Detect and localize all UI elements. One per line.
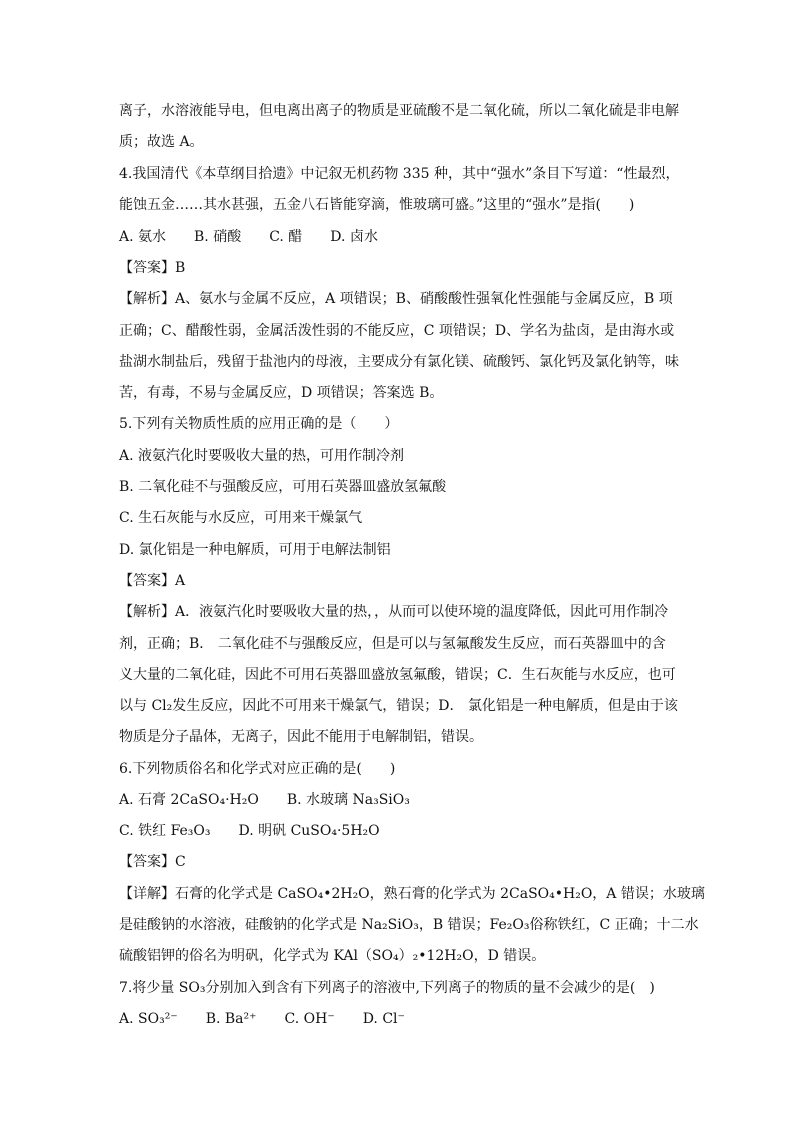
question-4-analysis: 苦，有毒，不易与金属反应，D 项错误；答案选 B。: [119, 385, 444, 401]
question-4-analysis: 盐湖水制盐后，残留于盐池内的母液，主要成分有氯化镁、硫酸钙、氯化钙及氯化钠等，味: [119, 354, 679, 370]
question-6-stem: 6.下列物质俗名和化学式对应正确的是( ): [119, 761, 396, 777]
question-7-stem: 7.将少量 SO₃分别加入到含有下列离子的溶液中,下列离子的物质的量不会减少的是( ): [119, 980, 655, 996]
text-line: 质；故选 A。: [119, 134, 204, 150]
question-4-stem: 能蚀五金……其水甚强，五金八石皆能穿滴，惟玻璃可盛。”这里的“强水”是指( ): [119, 197, 635, 213]
question-5-option-a: A. 液氨汽化时要吸收大量的热，可用作制冷剂: [119, 448, 405, 464]
question-5-stem: 5.下列有关物质性质的应用正确的是（ ）: [119, 416, 399, 432]
question-6-detail: 是硅酸钠的水溶液，硅酸钠的化学式是 Na₂SiO₃，B 错误；Fe₂O₃俗称铁红，C 正确；十二水: [119, 917, 699, 933]
question-5-option-c: C. 生石灰能与水反应，可用来干燥氯气: [119, 510, 363, 526]
question-4-stem: 4.我国清代《本草纲目拾遗》中记叙无机药物 335 种，其中“强水”条目下写道：“性最烈，: [119, 166, 680, 182]
question-6-detail: 硫酸铝钾的俗名为明矾，化学式为 KAl（SO₄）₂•12H₂O，D 错误。: [119, 948, 546, 964]
question-6-options: C. 铁红 Fe₃O₃ D. 明矾 CuSO₄·5H₂O: [119, 823, 380, 839]
question-7-options: A. SO₃²⁻ B. Ba²⁺ C. OH⁻ D. Cl⁻: [119, 1011, 405, 1027]
question-5-analysis: 物质是分子晶体，无离子，因此不能用于电解制铝，错误。: [119, 729, 483, 745]
question-5-analysis: 剂，正确；B． 二氧化硅不与强酸反应，但是可以与氢氟酸发生反应，而石英器皿中的含: [119, 636, 666, 652]
question-5-option-b: B. 二氧化硅不与强酸反应，可用石英器皿盛放氢氟酸: [119, 479, 447, 495]
question-4-options: A. 氨水 B. 硝酸 C. 醋 D. 卤水: [119, 229, 378, 245]
question-4-answer: 【答案】B: [119, 260, 186, 276]
question-5-analysis: 义大量的二氧化硅，因此不可用石英器皿盛放氢氟酸，错误；C．生石灰能与水反应，也可: [119, 667, 676, 683]
question-6-detail: 【详解】石膏的化学式是 CaSO₄•2H₂O，熟石膏的化学式为 2CaSO₄•H₂O，A 错误；水玻璃: [119, 886, 705, 902]
text-line: 离子，水溶液能导电，但电离出离子的物质是亚硫酸不是二氧化硫，所以二氧化硫是非电解: [119, 103, 679, 119]
question-4-analysis: 正确；C、醋酸性弱，金属活泼性弱的不能反应，C 项错误；D、学名为盐卤，是由海水或: [119, 323, 675, 339]
question-5-option-d: D. 氯化铝是一种电解质，可用于电解法制铝: [119, 542, 391, 558]
question-5-analysis: 以与 Cl₂发生反应，因此不可用来干燥氯气，错误；D． 氯化铝是一种电解质，但是由于该: [119, 698, 678, 714]
question-6-answer: 【答案】C: [119, 854, 186, 870]
question-6-options: A. 石膏 2CaSO₄·H₂O B. 水玻璃 Na₃SiO₃: [119, 792, 410, 808]
question-5-analysis: 【解析】A．液氨汽化时要吸收大量的热，，从而可以使环境的温度降低，因此可用作制冷: [119, 604, 669, 620]
question-4-analysis: 【解析】A、氨水与金属不反应，A 项错误；B、硝酸酸性强氧化性强能与金属反应，B 项: [119, 291, 673, 307]
question-5-answer: 【答案】A: [119, 573, 186, 589]
